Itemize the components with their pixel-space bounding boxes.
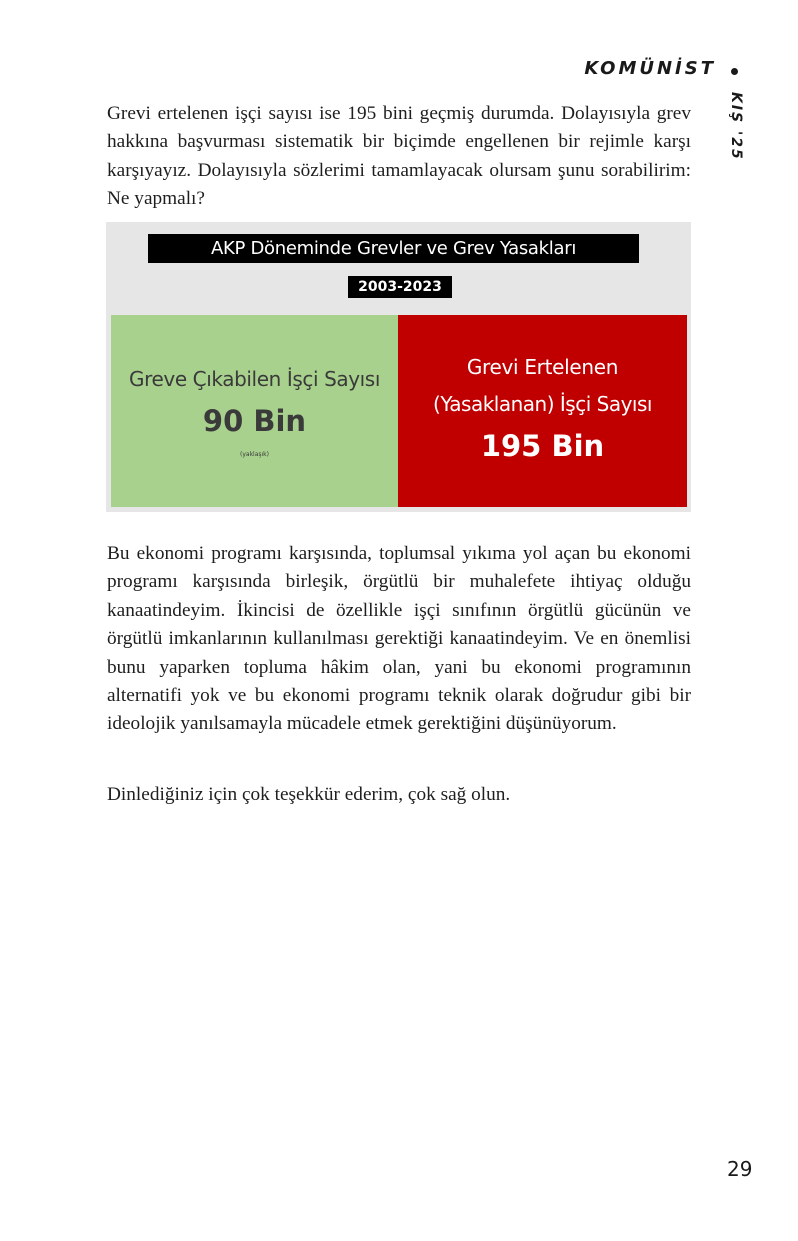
paragraph-2: Bu ekonomi programı karşısında, toplumsal yıkıma yol açan bu ekonomi programı karşısında birleşik, örgütlü bir muhalefete ihtiyaç olduğu kanaatindeyim. İkincisi de özellikle işçi sınıfının örgütlü gücünün ve örgütlü imkanlarının kullanılması gerektiği kanaatindeyim. Ve en önemlisi bunu yaparken topluma hâkim olan, yani bu ekonomi programının alternatifi yok ve bu ekonomi programı teknik olarak doğrudur gibi bir ideolojik yanılsamayla mücadele etmek gerektiğini düşünüyorum. (107, 543, 691, 735)
bullet-dot (731, 68, 738, 75)
panel-value: 90 Bin (202, 404, 307, 438)
panel-label: Greve Çıkabilen İşçi Sayısı (129, 367, 380, 391)
panel-value: 195 Bin (480, 429, 605, 463)
figure-date-range: 2003-2023 (348, 276, 452, 298)
panel-note: (yaklaşık) (240, 451, 269, 458)
running-head-issue: KIŞ '25 (728, 92, 744, 161)
figure-title: AKP Döneminde Grevler ve Grev Yasakları (148, 234, 639, 263)
infographic-figure (106, 222, 691, 512)
panel-label-line2: (Yasaklanan) İşçi Sayısı (433, 392, 652, 416)
running-head-magazine: KOMÜNİST (584, 58, 716, 79)
paragraph-1: Grevi ertelenen işçi sayısı ise 195 bini geçmiş durumda. Dolayısıyla grev hakkına başvurması sistematik bir biçimde engellenen bir rejimle karşı karşıyayız. Dolayısıyla sözlerimi tamamlayacak olursam şunu sorabilirim: Ne yapmalı? (107, 103, 691, 210)
panel-label-line1: Grevi Ertelenen (466, 355, 619, 379)
paragraph-3: Dinlediğiniz için çok teşekkür ederim, çok sağ olun. (107, 784, 511, 805)
panel-banned-strike-workers (398, 315, 687, 507)
page-number: 29 (727, 1157, 753, 1181)
panel-strike-able-workers (111, 315, 398, 507)
